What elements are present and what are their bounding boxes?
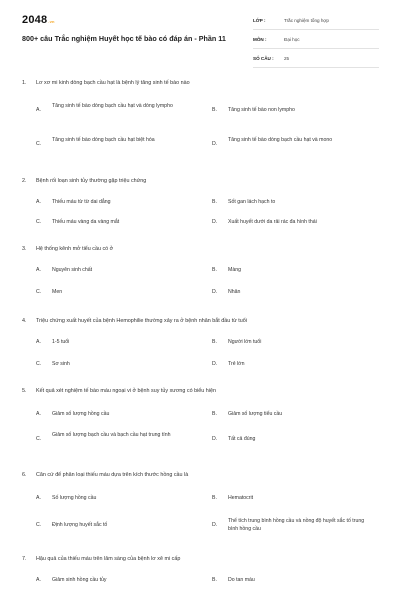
option-a[interactable] [36, 266, 192, 274]
option-letter: A. [36, 199, 41, 205]
option-letter: A. [36, 339, 41, 345]
option-text: Định lượng huyết sắc tố [52, 522, 108, 528]
question-text: 4. Triệu chứng xuất huyết của bệnh Hemophilie thường xảy ra ở bệnh nhân bắt đầu từ tuổi [22, 318, 247, 324]
question-text: 7. Hậu quả của thiếu máu trên lâm sàng của bệnh lơ xê mi cấp [22, 556, 181, 562]
option-d[interactable] [212, 218, 368, 226]
option-letter: C. [36, 219, 42, 225]
option-text: Giảm sinh hồng cầu tủy [52, 577, 107, 583]
option-d[interactable] [212, 517, 368, 533]
logo-main: 2048 [22, 14, 48, 26]
logo-suffix: .vn [48, 19, 55, 24]
option-text: Thiếu máu từ từ dai dẳng [52, 199, 111, 205]
option-letter: C. [36, 361, 42, 367]
option-a[interactable] [36, 576, 192, 584]
option-b[interactable] [212, 410, 368, 418]
option-letter: D. [212, 141, 218, 147]
option-c[interactable] [36, 136, 192, 152]
document-title: 800+ câu Trắc nghiệm Huyết học tế bào có đáp án - Phần 11 [22, 34, 226, 43]
question-text: 1. Lơ xơ mi kinh dòng bạch cầu hạt là bệnh lý tăng sinh tế bào nào [22, 80, 190, 86]
meta-key: SỐ CÂU : [253, 56, 274, 61]
option-b[interactable] [212, 576, 368, 584]
option-letter: B. [212, 267, 217, 273]
option-c[interactable] [36, 288, 192, 296]
option-b[interactable] [212, 266, 368, 274]
meta-value: Trắc nghiệm tổng hợp [284, 18, 329, 23]
option-text: Thiếu máu vàng da vàng mắt [52, 219, 120, 225]
question-item [22, 176, 382, 236]
meta-table [253, 15, 379, 72]
option-text: Thể tích trung bình hồng cầu và nồng độ huyết sắc tố trung bình hồng cầu [228, 518, 365, 532]
option-c[interactable] [36, 431, 192, 447]
option-a[interactable] [36, 494, 192, 502]
option-text: Giảm số lượng tiểu cầu [228, 411, 283, 417]
question-item [22, 244, 382, 304]
option-letter: D. [212, 436, 218, 442]
option-letter: B. [212, 199, 217, 205]
option-text: Nguyên sinh chất [52, 267, 93, 273]
option-letter: B. [212, 411, 217, 417]
meta-row-subject [253, 34, 379, 49]
option-c[interactable] [36, 218, 192, 226]
question-text: 5. Kết quả xét nghiệm tế bào máu ngoại vi ở bệnh suy tủy xương có biểu hiện [22, 388, 216, 394]
option-text: Giảm số lượng bạch cầu và bạch cầu hạt trung tính [52, 432, 171, 438]
option-letter: C. [36, 436, 42, 442]
document-header [0, 0, 400, 72]
option-text: Tăng sinh tế bào dòng bạch cầu hạt và dòng lympho [52, 103, 173, 109]
option-text: Màng [228, 267, 241, 273]
option-a[interactable] [36, 338, 192, 346]
option-text: Trẻ lớn [228, 361, 245, 367]
option-letter: A. [36, 577, 41, 583]
option-text: Tăng sinh tế bào non lympho [228, 107, 295, 113]
option-letter: A. [36, 411, 41, 417]
option-a[interactable] [36, 198, 192, 206]
site-logo[interactable] [22, 14, 55, 26]
option-letter: C. [36, 522, 42, 528]
option-letter: D. [212, 522, 218, 528]
option-text: Xuất huyết dưới da rải rác đa hình thái [228, 219, 317, 225]
option-text: Tăng sinh tế bào dòng bạch cầu hạt và mono [228, 137, 333, 143]
option-letter: C. [36, 141, 42, 147]
option-letter: A. [36, 267, 41, 273]
option-c[interactable] [36, 360, 192, 368]
option-b[interactable] [212, 338, 368, 346]
question-item [22, 470, 382, 544]
option-letter: B. [212, 495, 217, 501]
question-text: 2. Bệnh rối loạn sinh tủy thường gặp triệu chứng [22, 178, 147, 184]
option-text: Nhân [228, 289, 241, 295]
option-letter: B. [212, 339, 217, 345]
meta-row-class [253, 15, 379, 30]
option-text: Tất cả đúng [228, 436, 256, 442]
meta-value: Đại học [284, 37, 300, 42]
option-letter: C. [36, 289, 42, 295]
question-item [22, 554, 382, 594]
option-c[interactable] [36, 521, 192, 529]
option-letter: D. [212, 361, 218, 367]
option-letter: A. [36, 495, 41, 501]
option-b[interactable] [212, 494, 368, 502]
option-d[interactable] [212, 360, 368, 368]
option-text: Sốt gan lách hạch to [228, 199, 276, 205]
question-item [22, 78, 382, 156]
option-text: Sơ sinh [52, 361, 70, 367]
option-text: Số lượng hồng cầu [52, 495, 97, 501]
option-text: Hematocrit [228, 495, 254, 501]
option-letter: B. [212, 577, 217, 583]
option-letter: A. [36, 107, 41, 113]
option-letter: D. [212, 219, 218, 225]
question-item [22, 316, 382, 376]
option-b[interactable] [212, 198, 368, 206]
question-text: 6. Căn cứ để phân loại thiếu máu dựa trên kích thước hồng cầu là [22, 472, 189, 478]
option-d[interactable] [212, 435, 368, 443]
option-text: Người lớn tuổi [228, 339, 262, 345]
option-b[interactable] [212, 102, 368, 118]
option-text: 1-5 tuổi [52, 339, 70, 345]
meta-value: 25 [284, 56, 290, 61]
option-a[interactable] [36, 410, 192, 418]
option-d[interactable] [212, 136, 368, 152]
question-item [22, 386, 382, 458]
question-text: 3. Hệ thống kênh mở tiểu cầu có ở [22, 246, 114, 252]
option-text: Do tan máu [228, 577, 255, 583]
option-text: Men [52, 289, 63, 295]
option-letter: D. [212, 289, 218, 295]
option-d[interactable] [212, 288, 368, 296]
meta-row-count [253, 53, 379, 68]
option-text: Giảm số lượng hồng cầu [52, 411, 110, 417]
meta-key: MÔN : [253, 37, 267, 42]
option-a[interactable] [36, 102, 192, 118]
option-letter: B. [212, 107, 217, 113]
option-text: Tăng sinh tế bào dòng bạch cầu hạt biệt hóa [52, 137, 155, 143]
meta-key: LỚP : [253, 18, 266, 23]
